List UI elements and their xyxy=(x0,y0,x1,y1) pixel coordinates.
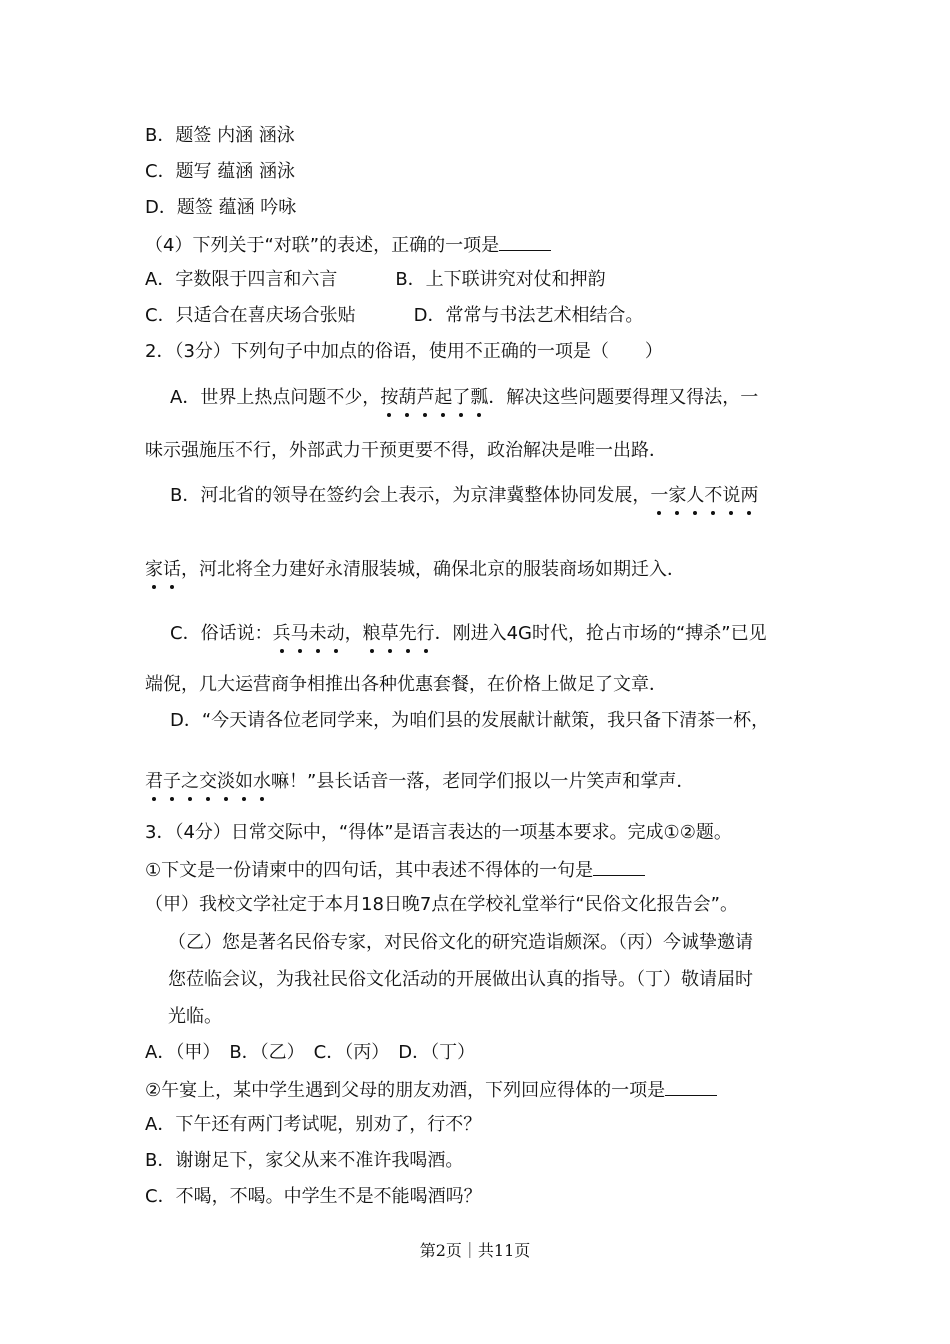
q3-sub1-stem xyxy=(145,857,645,883)
q2-a-pre: A．世界上热点问题不少， xyxy=(170,387,381,408)
q3-passage-line3: 您莅临会议，为我社民俗文化活动的开展做出认真的指导。（丁）敬请届时 xyxy=(168,969,753,990)
emphasis-dotted-char: 芦 xyxy=(416,387,435,408)
emphasis-dotted-char: 葫 xyxy=(398,387,417,408)
q2-b-post: ，河北将全力建好永清服装城，确保北京的服装商场如期迁入． xyxy=(181,559,685,580)
emphasis-dotted-char: 按 xyxy=(380,387,399,408)
q3-passage-line1: （甲）我校文学社定于本月18日晚7点在学校礼堂举行“民俗文化报告会”。 xyxy=(145,894,739,915)
q2-a-post: ．解决这些问题要得理又得法，一 xyxy=(488,387,759,408)
answer-blank xyxy=(665,1077,717,1096)
emphasis-dotted-char: 家 xyxy=(145,559,163,580)
emphasis-dotted-char: 草 xyxy=(380,623,399,644)
q1-sub4-options-row2 xyxy=(145,304,643,328)
emphasis-dotted-char: 之 xyxy=(181,771,199,792)
page-footer: 第2页｜共11页 xyxy=(419,1241,531,1260)
emphasis-dotted-char: 马 xyxy=(290,623,309,644)
emphasis-dotted-char: 未 xyxy=(308,623,327,644)
q2-d-post: 嘛！”县长话音一落，老同学们报以一片笑声和掌声． xyxy=(271,771,695,792)
emphasis-dotted-char: 淡 xyxy=(217,771,235,792)
emphasis-dotted-char: 家 xyxy=(668,485,687,506)
emphasis-dotted-char: 动 xyxy=(326,623,345,644)
q1-option-d: D．题签 蕴涵 吟咏 xyxy=(145,197,297,218)
emphasis-dotted-char: 一 xyxy=(650,485,669,506)
q2-option-d-line2 xyxy=(145,770,694,794)
q1-sub4-options-row1 xyxy=(145,268,606,292)
q1-sub4-option-b: B．上下联讲究对仗和押韵 xyxy=(395,269,606,290)
q1-sub4-stem-text: （4）下列关于“对联”的表述，正确的一项是 xyxy=(145,235,500,256)
q3-sub2-option-b: B．谢谢足下，家父从来不准许我喝酒。 xyxy=(145,1150,464,1171)
q3-sub2-option-c: C．不喝，不喝。中学生不是不能喝酒吗？ xyxy=(145,1186,482,1207)
emphasis-dotted-char: 瓢 xyxy=(470,387,489,408)
q3-passage-line4: 光临。 xyxy=(168,1006,222,1027)
q3-sub2-option-a: A．下午还有两门考试呢，别劝了，行不？ xyxy=(145,1114,482,1135)
q2-b-pre: B．河北省的领导在签约会上表示，为京津冀整体协同发展， xyxy=(170,485,651,506)
q2-option-a-line1 xyxy=(170,386,758,410)
q2-option-d-line1: D．“今天请各位老同学来，为咱们县的发展献计献策，我只备下清茶一杯， xyxy=(170,710,770,731)
answer-blank xyxy=(499,232,551,251)
emphasis-dotted-char: 先 xyxy=(398,623,417,644)
q2-option-b-line2 xyxy=(145,558,685,582)
emphasis-dotted-char: 君 xyxy=(145,771,163,792)
q2-c-pre: C．俗话说： xyxy=(170,623,273,644)
q2-option-a-line2: 味示强施压不行，外部武力干预更要不得，政治解决是唯一出路． xyxy=(145,440,667,461)
emphasis-dotted-char: 交 xyxy=(199,771,217,792)
q2-b-dotted-phrase-cont xyxy=(145,559,181,580)
emphasis-dotted-char: 如 xyxy=(235,771,253,792)
q3-stem: 3．（4分）日常交际中，“得体”是语言表达的一项基本要求。完成①②题。 xyxy=(145,822,732,843)
q2-c-dotted-phrase-1 xyxy=(273,623,345,644)
emphasis-dotted-char: 人 xyxy=(686,485,705,506)
q3-sub1-options: A．（甲） B．（乙） C．（丙） D．（丁） xyxy=(145,1042,476,1063)
q1-sub4-option-d: D．常常与书法艺术相结合。 xyxy=(413,305,644,326)
q1-sub4-option-c: C．只适合在喜庆场合张贴 xyxy=(145,305,356,326)
emphasis-dotted-char: 起 xyxy=(434,387,453,408)
emphasis-dotted-char: 水 xyxy=(253,771,271,792)
q2-option-c-line2: 端倪，几大运营商争相推出各种优惠套餐，在价格上做足了文章． xyxy=(145,674,667,695)
q2-option-b-line1 xyxy=(170,484,758,508)
q2-c-mid: ， xyxy=(344,623,363,644)
emphasis-dotted-char: 行 xyxy=(416,623,435,644)
q1-option-b: B．题签 内涵 涵泳 xyxy=(145,125,295,146)
emphasis-dotted-char: 了 xyxy=(452,387,471,408)
q2-a-dotted-phrase xyxy=(380,387,488,408)
q3-sub1-stem-text: ①下文是一份请柬中的四句话，其中表述不得体的一句是 xyxy=(145,860,594,881)
emphasis-dotted-char: 兵 xyxy=(272,623,291,644)
emphasis-dotted-char: 粮 xyxy=(362,623,381,644)
q3-sub2-stem-text: ②午宴上，某中学生遇到父母的朋友劝酒，下列回应得体的一项是 xyxy=(145,1080,666,1101)
q2-c-post: ．刚进入4G时代，抢占市场的“搏杀”已见 xyxy=(434,623,767,644)
emphasis-dotted-char: 不 xyxy=(704,485,723,506)
q1-option-c: C．题写 蕴涵 涵泳 xyxy=(145,161,296,182)
q2-d-dotted-phrase xyxy=(145,771,271,792)
q3-sub2-stem xyxy=(145,1077,717,1103)
emphasis-dotted-char: 说 xyxy=(722,485,741,506)
emphasis-dotted-char: 话 xyxy=(163,559,181,580)
q2-option-c-line1 xyxy=(170,622,767,646)
q1-sub4-option-a: A．字数限于四言和六言 xyxy=(145,269,338,290)
q3-passage-line2: （乙）您是著名民俗专家，对民俗文化的研究造诣颇深。（丙）今诚挚邀请 xyxy=(168,932,753,953)
emphasis-dotted-char: 子 xyxy=(163,771,181,792)
answer-blank xyxy=(593,857,645,876)
emphasis-dotted-char: 两 xyxy=(740,485,759,506)
q2-stem: 2．（3分）下列句子中加点的俗语，使用不正确的一项是（ ） xyxy=(145,341,663,362)
q2-b-dotted-phrase xyxy=(650,485,758,506)
q1-sub4-stem xyxy=(145,232,551,258)
q2-c-dotted-phrase-2 xyxy=(363,623,435,644)
